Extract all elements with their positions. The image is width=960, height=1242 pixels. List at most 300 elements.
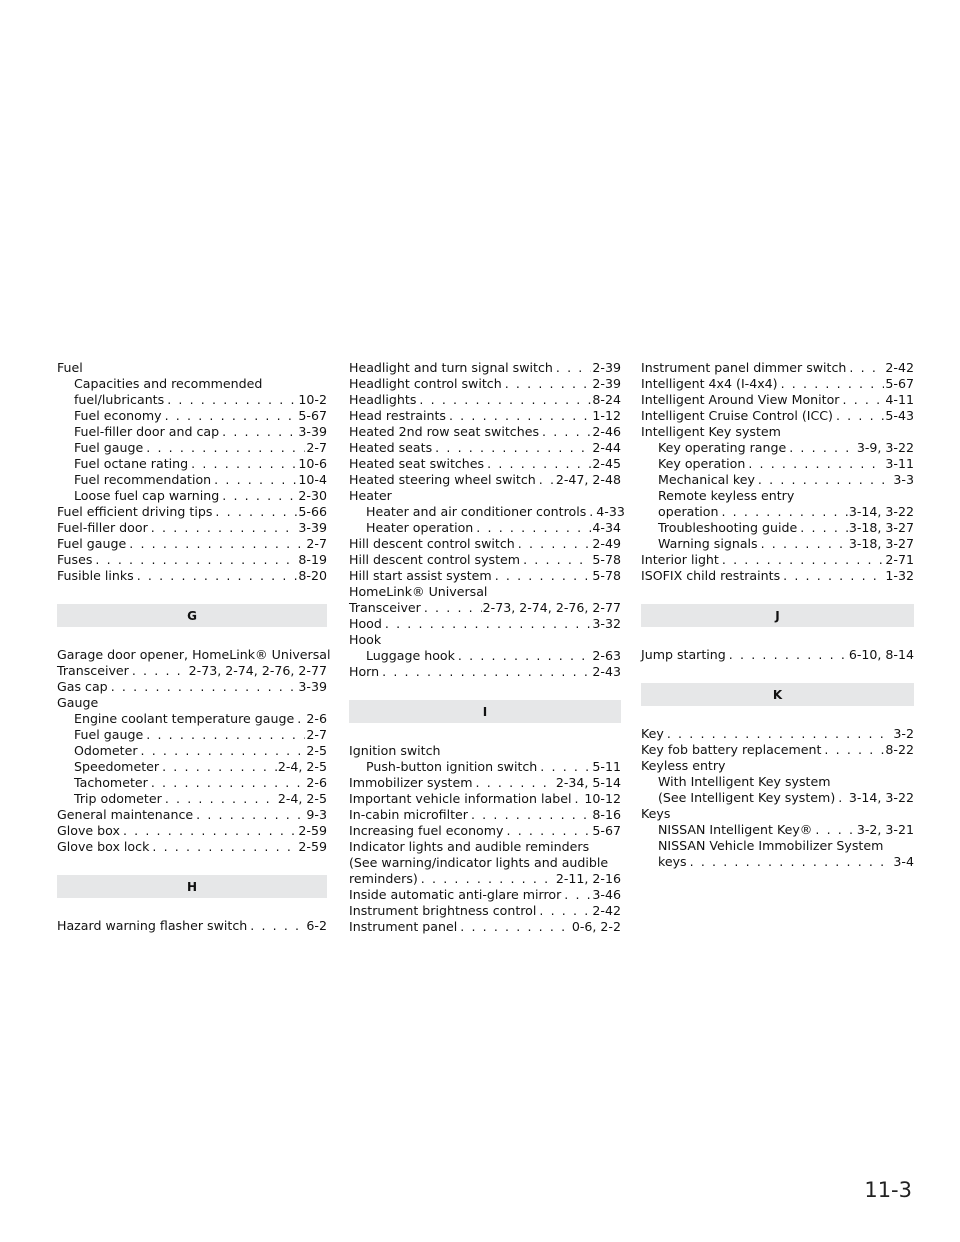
index-entry-page-ref: 3-2 — [893, 726, 914, 741]
index-entry-term: Key — [641, 726, 664, 741]
index-entry-page-ref: 2-11, 2-16 — [555, 871, 621, 886]
index-entry — [641, 472, 914, 488]
index-entry-term: Instrument panel — [349, 919, 458, 934]
index-entry-page-ref: 2-6 — [306, 775, 327, 790]
dot-leader — [146, 727, 305, 743]
index-entry-page-ref: 2-43 — [592, 664, 621, 679]
dot-leader — [385, 616, 592, 632]
index-entry-term: Hazard warning flasher switch — [57, 918, 248, 933]
index-entry-term: Important vehicle information label — [349, 791, 572, 806]
index-entry-term: Fuel efficient driving tips — [57, 504, 213, 519]
index-entry-page-ref: 2-46 — [592, 424, 621, 439]
index-entry — [57, 711, 327, 727]
index-entry-page-ref: 8-22 — [885, 742, 914, 757]
index-entry — [57, 424, 327, 440]
index-column-3 — [641, 360, 914, 870]
index-entry-page-ref: 2-4, 2-5 — [277, 791, 327, 806]
index-entry — [349, 600, 621, 616]
dot-leader — [589, 504, 595, 520]
index-entry-term: Trip odometer — [74, 791, 162, 806]
dot-leader — [214, 472, 297, 488]
index-entry-term: Heated seats — [349, 440, 433, 455]
index-entry-page-ref: 0-6, 2-2 — [571, 919, 621, 934]
index-entry-term: Hill descent control system — [349, 552, 521, 567]
index-entry-page-ref: 8-24 — [592, 392, 621, 407]
section-letter-heading: J — [641, 604, 914, 627]
dot-leader — [458, 648, 591, 664]
dot-leader — [748, 456, 884, 472]
index-section — [57, 604, 327, 627]
index-entry-term: Odometer — [74, 743, 138, 758]
index-entry — [349, 472, 621, 488]
index-entry-page-ref: 3-3 — [893, 472, 914, 487]
index-entry-term: Heater and air conditioner controls — [366, 504, 587, 519]
index-entry-page-ref: 2-30 — [298, 488, 327, 503]
index-entry-term: Loose fuel cap warning — [74, 488, 220, 503]
dot-leader — [95, 552, 297, 568]
index-entry-page-ref: 2-47, 2-48 — [555, 472, 621, 487]
dot-leader — [574, 791, 583, 807]
dot-leader — [506, 823, 591, 839]
index-entry-term: Push-button ignition switch — [366, 759, 538, 774]
index-entry-term: Engine coolant temperature gauge — [74, 711, 295, 726]
dot-leader — [421, 871, 555, 887]
index-section — [641, 604, 914, 627]
index-entry — [349, 504, 625, 520]
index-entry — [57, 456, 327, 472]
index-section — [57, 875, 327, 898]
index-entry-term: ISOFIX child restraints — [641, 568, 781, 583]
index-entry — [349, 648, 621, 664]
index-entry-term: Jump starting — [641, 647, 726, 662]
index-entry — [57, 759, 327, 775]
index-entry-page-ref: 3-39 — [298, 424, 327, 439]
index-entry-page-ref: 3-39 — [298, 679, 327, 694]
index-entry-term: Headlight and turn signal switch — [349, 360, 553, 375]
index-heading-line: Indicator lights and audible reminders — [349, 839, 590, 854]
index-entry — [349, 392, 621, 408]
index-entry-page-ref: 10-12 — [584, 791, 621, 806]
index-entry-term: Mechanical key — [658, 472, 755, 487]
index-entry-term: Fuel-filler door and cap — [74, 424, 220, 439]
index-entry-page-ref: 4-34 — [592, 520, 621, 535]
index-entry — [57, 472, 327, 488]
index-entry — [641, 854, 914, 870]
index-entry-term: Hood — [349, 616, 382, 631]
index-entry — [349, 871, 621, 887]
index-entry-term: Intelligent 4x4 (I-4x4) — [641, 376, 778, 391]
index-entry-term: Headlights — [349, 392, 417, 407]
index-heading-line: Gauge — [57, 695, 99, 710]
index-entry-page-ref: 3-2, 3-21 — [856, 822, 914, 837]
index-entry-page-ref: 3-14, 3-22 — [848, 790, 914, 805]
index-entry-page-ref: 3-11 — [885, 456, 914, 471]
dot-leader — [146, 440, 305, 456]
index-entry — [349, 775, 621, 791]
index-entry-term: Hill start assist system — [349, 568, 492, 583]
index-entry-term: Fuel gauge — [74, 440, 144, 455]
index-entry-term: Fuel recommendation — [74, 472, 212, 487]
index-heading-line: HomeLink® Universal — [349, 584, 488, 599]
section-letter-heading: K — [641, 683, 914, 706]
page-number: 11-3 — [864, 1178, 912, 1202]
dot-leader — [460, 919, 571, 935]
index-entry-page-ref: 2-5 — [306, 743, 327, 758]
index-entry-page-ref: 1-12 — [592, 408, 621, 423]
index-entry-page-ref: 2-42 — [592, 903, 621, 918]
index-entry — [349, 376, 621, 392]
section-letter-heading: I — [349, 700, 621, 723]
index-entry — [57, 408, 327, 424]
section-letter-heading: G — [57, 604, 327, 627]
index-entry-term: Heater operation — [366, 520, 474, 535]
index-entry-term: Immobilizer system — [349, 775, 473, 790]
index-entry-page-ref: 5-67 — [885, 376, 914, 391]
index-entry-page-ref: 2-71 — [885, 552, 914, 567]
dot-leader — [129, 536, 305, 552]
dot-leader — [162, 759, 277, 775]
index-entry — [641, 360, 914, 376]
index-entry-page-ref: 2-59 — [298, 823, 327, 838]
index-entry — [349, 520, 621, 536]
index-heading-line: Ignition switch — [349, 743, 441, 758]
dot-leader — [476, 520, 591, 536]
index-entry-term: Intelligent Cruise Control (ICC) — [641, 408, 833, 423]
index-entry — [57, 823, 327, 839]
index-entry-page-ref: 5-66 — [298, 504, 327, 519]
dot-leader — [758, 472, 893, 488]
index-entry — [641, 552, 914, 568]
index-entry-page-ref: 2-49 — [592, 536, 621, 551]
dot-leader — [556, 360, 592, 376]
index-entry-term: Glove box lock — [57, 839, 150, 854]
dot-leader — [165, 791, 277, 807]
index-heading-line: Keyless entry — [641, 758, 726, 773]
index-entry — [349, 456, 621, 472]
dot-leader — [151, 775, 306, 791]
index-entry-page-ref: 5-67 — [592, 823, 621, 838]
index-entry-page-ref: 10-4 — [298, 472, 327, 487]
index-entry — [349, 807, 621, 823]
index-entry — [57, 791, 327, 807]
index-entry-page-ref: 2-7 — [306, 440, 327, 455]
index-entry-page-ref: 2-6 — [306, 711, 327, 726]
index-entry-page-ref: 2-34, 5-14 — [555, 775, 621, 790]
index-entry-page-ref: 8-16 — [592, 807, 621, 822]
index-entry — [349, 759, 621, 775]
index-entry — [641, 822, 914, 838]
index-entry-term: Fuel-filler door — [57, 520, 148, 535]
index-entry-term: Increasing fuel economy — [349, 823, 504, 838]
index-entry-page-ref: 3-14, 3-22 — [848, 504, 914, 519]
index-entry-term: Tachometer — [74, 775, 148, 790]
dot-leader — [191, 456, 297, 472]
dot-leader — [523, 552, 591, 568]
index-entry-term: Luggage hook — [366, 648, 455, 663]
index-entry-term: Heated seat switches — [349, 456, 485, 471]
index-entry-term: Heated steering wheel switch — [349, 472, 536, 487]
index-entry-page-ref: 3-9, 3-22 — [856, 440, 914, 455]
index-entry-term: Heated 2nd row seat switches — [349, 424, 540, 439]
index-heading-line: Intelligent Key system — [641, 424, 781, 439]
index-entry — [641, 647, 914, 663]
index-entry-term: Fuel gauge — [57, 536, 127, 551]
index-entry-page-ref: 2-73, 2-74, 2-76, 2-77 — [482, 600, 621, 615]
index-entry — [349, 424, 621, 440]
index-entry-page-ref: 2-42 — [885, 360, 914, 375]
index-entry — [57, 536, 327, 552]
index-entry — [57, 504, 327, 520]
index-heading-line: Hook — [349, 632, 382, 647]
index-entry-term: Glove box — [57, 823, 120, 838]
index-entry-term: Fusible links — [57, 568, 134, 583]
index-heading-line: Fuel — [57, 360, 83, 375]
dot-leader — [152, 839, 297, 855]
dot-leader — [215, 504, 297, 520]
index-entry-term: Head restraints — [349, 408, 446, 423]
index-entry-page-ref: 2-7 — [306, 727, 327, 742]
index-entry-page-ref: 5-11 — [592, 759, 621, 774]
index-entry-term: Intelligent Around View Monitor — [641, 392, 840, 407]
index-entry-page-ref: 10-2 — [298, 392, 327, 407]
index-entry — [57, 488, 327, 504]
index-entry-term: Gas cap — [57, 679, 108, 694]
index-entry-term: Speedometer — [74, 759, 160, 774]
dot-leader — [111, 679, 298, 695]
index-entry-page-ref: 5-78 — [592, 552, 621, 567]
index-entry — [57, 663, 327, 679]
index-entry — [57, 775, 327, 791]
index-heading-line: Capacities and recommended — [74, 376, 263, 391]
dot-leader — [518, 536, 592, 552]
index-entry-page-ref: 2-45 — [592, 456, 621, 471]
dot-leader — [564, 887, 591, 903]
index-entry-page-ref: 2-63 — [592, 648, 621, 663]
index-entry — [641, 790, 914, 806]
index-entry — [57, 520, 327, 536]
index-entry-page-ref: 2-73, 2-74, 2-76, 2-77 — [188, 663, 327, 678]
index-entry-page-ref: 5-78 — [592, 568, 621, 583]
dot-leader — [505, 376, 592, 392]
index-entry-term: fuel/lubricants — [74, 392, 165, 407]
index-entry — [349, 568, 621, 584]
dot-leader — [836, 408, 884, 424]
index-heading-line: NISSAN Vehicle Immobilizer System — [658, 838, 884, 853]
dot-leader — [783, 568, 884, 584]
index-entry-term: Fuses — [57, 552, 93, 567]
index-entry — [57, 807, 327, 823]
dot-leader — [843, 392, 885, 408]
index-entry — [57, 392, 327, 408]
dot-leader — [789, 440, 856, 456]
dot-leader — [123, 823, 297, 839]
index-entry — [57, 743, 327, 759]
dot-leader — [222, 488, 297, 504]
index-entry — [349, 823, 621, 839]
index-entry — [641, 536, 914, 552]
index-entry-term: (See Intelligent Key system) — [658, 790, 836, 805]
index-entry — [349, 408, 621, 424]
index-entry — [57, 679, 327, 695]
index-entry — [57, 440, 327, 456]
dot-leader — [690, 854, 893, 870]
index-entry-term: Headlight control switch — [349, 376, 502, 391]
dot-leader — [487, 456, 591, 472]
dot-leader — [722, 552, 885, 568]
index-entry-page-ref: 3-46 — [592, 887, 621, 902]
index-entry-term: Fuel economy — [74, 408, 162, 423]
index-entry-term: Interior light — [641, 552, 719, 567]
index-entry — [349, 664, 621, 680]
index-entry-page-ref: 5-67 — [298, 408, 327, 423]
index-entry-term: reminders) — [349, 871, 418, 886]
index-entry-term: operation — [658, 504, 719, 519]
dot-leader — [539, 472, 555, 488]
index-entry — [349, 903, 621, 919]
dot-leader — [761, 536, 848, 552]
index-entry — [641, 456, 914, 472]
index-entry — [57, 727, 327, 743]
index-entry-term: Troubleshooting guide — [658, 520, 798, 535]
index-entry-term: Instrument panel dimmer switch — [641, 360, 847, 375]
dot-leader — [849, 360, 884, 376]
index-heading-line: Remote keyless entry — [658, 488, 795, 503]
index-entry-term: Instrument brightness control — [349, 903, 537, 918]
index-entry-term: Horn — [349, 664, 380, 679]
index-entry-page-ref: 2-7 — [306, 536, 327, 551]
index-entry — [349, 887, 621, 903]
dot-leader — [419, 392, 591, 408]
index-entry-term: Inside automatic anti-glare mirror — [349, 887, 562, 902]
index-entry-term: Fuel gauge — [74, 727, 144, 742]
index-entry-page-ref: 2-44 — [592, 440, 621, 455]
index-column-1 — [57, 360, 331, 934]
index-heading-line: (See warning/indicator lights and audible — [349, 855, 609, 870]
index-entry — [57, 839, 327, 855]
index-entry-page-ref: 6-2 — [306, 918, 327, 933]
dot-leader — [721, 504, 847, 520]
index-entry-term: keys — [658, 854, 687, 869]
index-heading-line: Garage door opener, HomeLink® Universal — [57, 647, 331, 662]
index-entry-term: Warning signals — [658, 536, 758, 551]
index-entry — [349, 552, 621, 568]
dot-leader — [167, 392, 297, 408]
index-entry — [641, 726, 914, 742]
index-section — [349, 700, 621, 723]
index-entry-page-ref: 2-39 — [592, 360, 621, 375]
dot-leader — [838, 790, 848, 806]
index-entry-page-ref: 3-18, 3-27 — [848, 536, 914, 551]
dot-leader — [495, 568, 592, 584]
dot-leader — [297, 711, 305, 727]
index-entry — [349, 791, 621, 807]
index-entry — [57, 918, 327, 934]
index-entry-page-ref: 3-18, 3-27 — [848, 520, 914, 535]
dot-leader — [729, 647, 848, 663]
index-entry-page-ref: 10-6 — [298, 456, 327, 471]
index-heading-line: With Intelligent Key system — [658, 774, 831, 789]
dot-leader — [449, 408, 591, 424]
dot-leader — [382, 664, 591, 680]
index-entry-term: In-cabin microfilter — [349, 807, 468, 822]
index-entry-term: Hill descent control switch — [349, 536, 515, 551]
index-entry-page-ref: 3-32 — [592, 616, 621, 631]
index-entry-page-ref: 8-20 — [298, 568, 327, 583]
index-entry — [349, 536, 621, 552]
index-entry — [641, 568, 914, 584]
index-entry — [641, 392, 914, 408]
dot-leader — [141, 743, 306, 759]
index-entry-page-ref: 3-4 — [893, 854, 914, 869]
index-entry-page-ref: 2-39 — [592, 376, 621, 391]
index-section — [641, 683, 914, 706]
index-entry-page-ref: 3-39 — [298, 520, 327, 535]
dot-leader — [137, 568, 298, 584]
index-entry-page-ref: 1-32 — [885, 568, 914, 583]
index-entry-page-ref: 8-19 — [298, 552, 327, 567]
dot-leader — [424, 600, 482, 616]
index-entry — [641, 520, 914, 536]
index-entry-page-ref: 9-3 — [306, 807, 327, 822]
dot-leader — [667, 726, 893, 742]
index-entry — [57, 552, 327, 568]
dot-leader — [542, 424, 591, 440]
index-entry-term: Key operation — [658, 456, 746, 471]
index-entry-page-ref: 6-10, 8-14 — [848, 647, 914, 662]
dot-leader — [824, 742, 884, 758]
index-entry — [641, 408, 914, 424]
index-entry-page-ref: 2-4, 2-5 — [277, 759, 327, 774]
section-letter-heading: H — [57, 875, 327, 898]
dot-leader — [815, 822, 855, 838]
dot-leader — [196, 807, 305, 823]
dot-leader — [781, 376, 885, 392]
index-entry — [641, 376, 914, 392]
index-entry — [641, 742, 914, 758]
dot-leader — [476, 775, 555, 791]
dot-leader — [165, 408, 298, 424]
index-entry — [57, 568, 327, 584]
index-entry-term: Transceiver — [57, 663, 129, 678]
index-entry-page-ref: 4-11 — [885, 392, 914, 407]
index-entry-term: Fuel octane rating — [74, 456, 189, 471]
index-entry — [349, 440, 621, 456]
dot-leader — [435, 440, 591, 456]
index-entry — [349, 360, 621, 376]
index-heading-line: Heater — [349, 488, 392, 503]
index-entry — [641, 440, 914, 456]
index-entry-page-ref: 4-33 — [596, 504, 625, 519]
index-entry — [641, 504, 914, 520]
index-entry-page-ref: 5-43 — [885, 408, 914, 423]
index-entry-term: General maintenance — [57, 807, 194, 822]
dot-leader — [540, 759, 591, 775]
index-entry-term: NISSAN Intelligent Key® — [658, 822, 813, 837]
dot-leader — [151, 520, 298, 536]
dot-leader — [539, 903, 591, 919]
index-entry-term: Key operating range — [658, 440, 787, 455]
index-entry — [349, 919, 621, 935]
index-entry-term: Transceiver — [349, 600, 421, 615]
dot-leader — [800, 520, 848, 536]
index-heading-line: Keys — [641, 806, 671, 821]
dot-leader — [250, 918, 305, 934]
index-entry-page-ref: 2-59 — [298, 839, 327, 854]
index-entry — [349, 616, 621, 632]
index-entry-term: Key fob battery replacement — [641, 742, 822, 757]
dot-leader — [132, 663, 188, 679]
dot-leader — [471, 807, 591, 823]
